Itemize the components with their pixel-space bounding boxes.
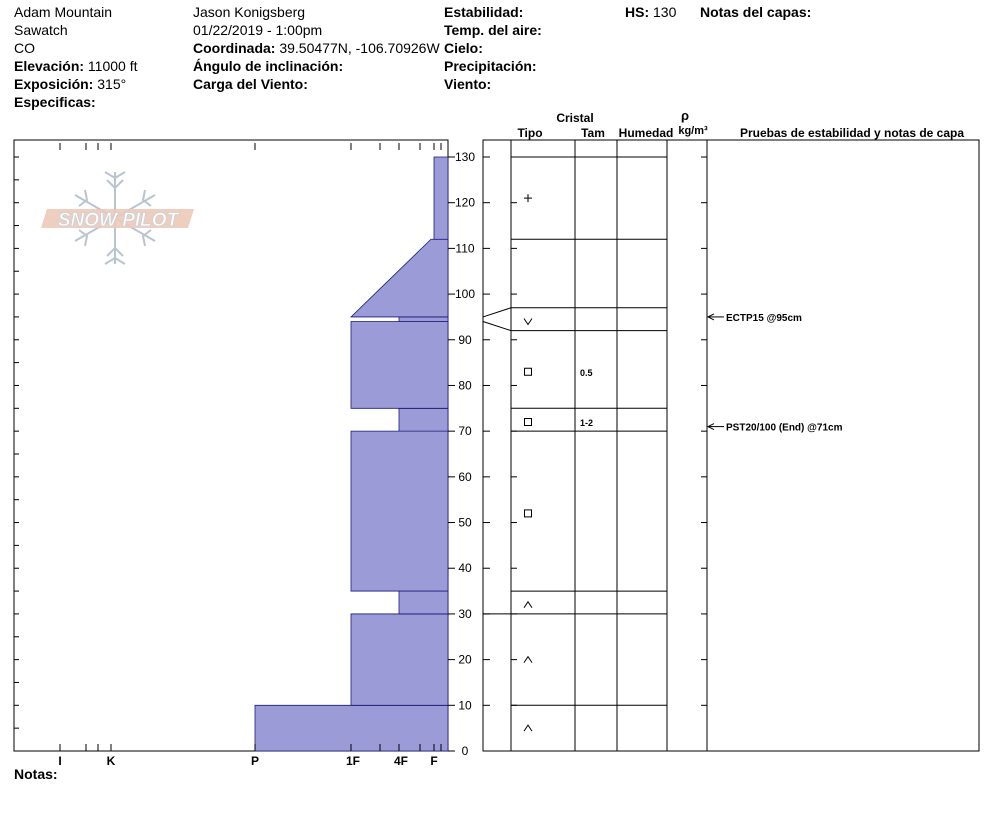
height-label: 130 xyxy=(454,150,476,164)
hardness-label: F xyxy=(430,754,438,768)
height-label: 110 xyxy=(455,241,475,256)
layer-connector xyxy=(483,308,511,317)
height-label: 10 xyxy=(458,698,472,713)
stability-test-label: PST20/100 (End) @71cm xyxy=(726,422,843,434)
wind-loading-label: Carga del Viento: xyxy=(193,76,308,92)
coordinates-label: Coordinada: xyxy=(193,40,276,56)
height-label: 50 xyxy=(458,515,472,530)
hardness-label: 1F xyxy=(345,754,361,768)
density-unit-header: kg/m³ xyxy=(678,125,708,137)
height-label: 30 xyxy=(458,606,472,621)
range-name: Sawatch xyxy=(14,22,68,38)
hardness-label: 4F xyxy=(393,754,409,768)
air-temp-label: Temp. del aire: xyxy=(444,22,542,38)
height-label: 100 xyxy=(454,287,476,302)
wind-label: Viento: xyxy=(444,76,492,92)
moisture-header: Humedad xyxy=(618,126,674,140)
coordinates-value: 39.50477N, -106.70926W xyxy=(279,40,440,56)
grain-sizes xyxy=(580,368,593,428)
precipitation-label: Precipitación: xyxy=(444,58,537,74)
layer-notes-label: Notas del capas: xyxy=(700,4,812,20)
hardness-bar xyxy=(399,591,448,614)
height-label: 0 xyxy=(461,744,469,758)
elevation-value: 11000 ft xyxy=(87,58,138,74)
hardness-label: I xyxy=(58,754,62,768)
hardness-label: P xyxy=(250,754,260,768)
stability-label: Estabilidad: xyxy=(444,4,524,20)
layer-table xyxy=(483,140,979,751)
height-label: 120 xyxy=(454,195,476,210)
hardness-bar xyxy=(399,408,448,431)
snow-height-value: 130 xyxy=(653,4,677,20)
stability-tests-header: Pruebas de estabilidad y notas de capa xyxy=(739,126,965,140)
facet-grain-symbol xyxy=(524,657,532,663)
state-name: CO xyxy=(14,40,35,56)
faceted-crystal-symbol xyxy=(525,368,532,375)
sky-label: Cielo: xyxy=(444,40,483,56)
elevation-label: Elevación: xyxy=(14,58,85,74)
height-label: 60 xyxy=(458,469,472,484)
specifics-label: Especificas: xyxy=(14,94,96,110)
aspect-value: 315° xyxy=(97,76,127,92)
aspect-label: Exposición: xyxy=(14,76,94,92)
grain-types xyxy=(524,194,532,731)
stability-test-annotations xyxy=(708,313,843,434)
observer-name: Jason Konigsberg xyxy=(193,4,306,20)
hardness-axis-labels xyxy=(58,754,437,768)
facet-grain-symbol xyxy=(524,602,532,608)
hardness-label: K xyxy=(106,754,116,768)
rho-header: ρ xyxy=(680,108,690,123)
faceted-crystal-symbol xyxy=(525,510,532,517)
size-header: Tam xyxy=(581,126,605,140)
snowpilot-logo xyxy=(41,172,194,264)
hardness-bar xyxy=(351,321,448,408)
grain-size-value: 1-2 xyxy=(580,418,594,429)
grain-size-value: 0.5 xyxy=(580,367,593,378)
hardness-bar xyxy=(351,431,448,591)
surface-hoar-symbol xyxy=(524,318,532,324)
crystal-header: Cristal xyxy=(556,111,594,125)
layer-connector xyxy=(483,321,511,330)
facet-grain-symbol xyxy=(524,725,532,731)
slope-angle-label: Ángulo de inclinación: xyxy=(193,58,344,74)
hardness-bar xyxy=(434,157,448,239)
notes-label: Notas: xyxy=(14,766,58,782)
hardness-bar xyxy=(351,614,448,705)
faceted-crystal-symbol xyxy=(525,419,532,426)
height-label: 20 xyxy=(458,652,472,667)
snow-height-label: HS: xyxy=(625,4,650,20)
height-label: 70 xyxy=(458,424,472,439)
observation-datetime: 01/22/2019 - 1:00pm xyxy=(193,22,323,38)
type-header: Tipo xyxy=(517,126,543,140)
height-label: 90 xyxy=(458,332,472,347)
height-label: 40 xyxy=(458,561,472,576)
height-axis xyxy=(448,150,707,758)
left-tick-marks xyxy=(14,157,19,751)
logo-text: SNOW PILOT xyxy=(57,210,179,231)
hardness-bar xyxy=(399,317,448,322)
layer-boundaries xyxy=(511,157,667,705)
stability-test-label: ECTP15 @95cm xyxy=(726,312,802,324)
hardness-profile xyxy=(255,157,448,751)
hardness-bar xyxy=(351,239,448,317)
location-name: Adam Mountain xyxy=(14,4,113,20)
height-label: 80 xyxy=(458,378,472,393)
